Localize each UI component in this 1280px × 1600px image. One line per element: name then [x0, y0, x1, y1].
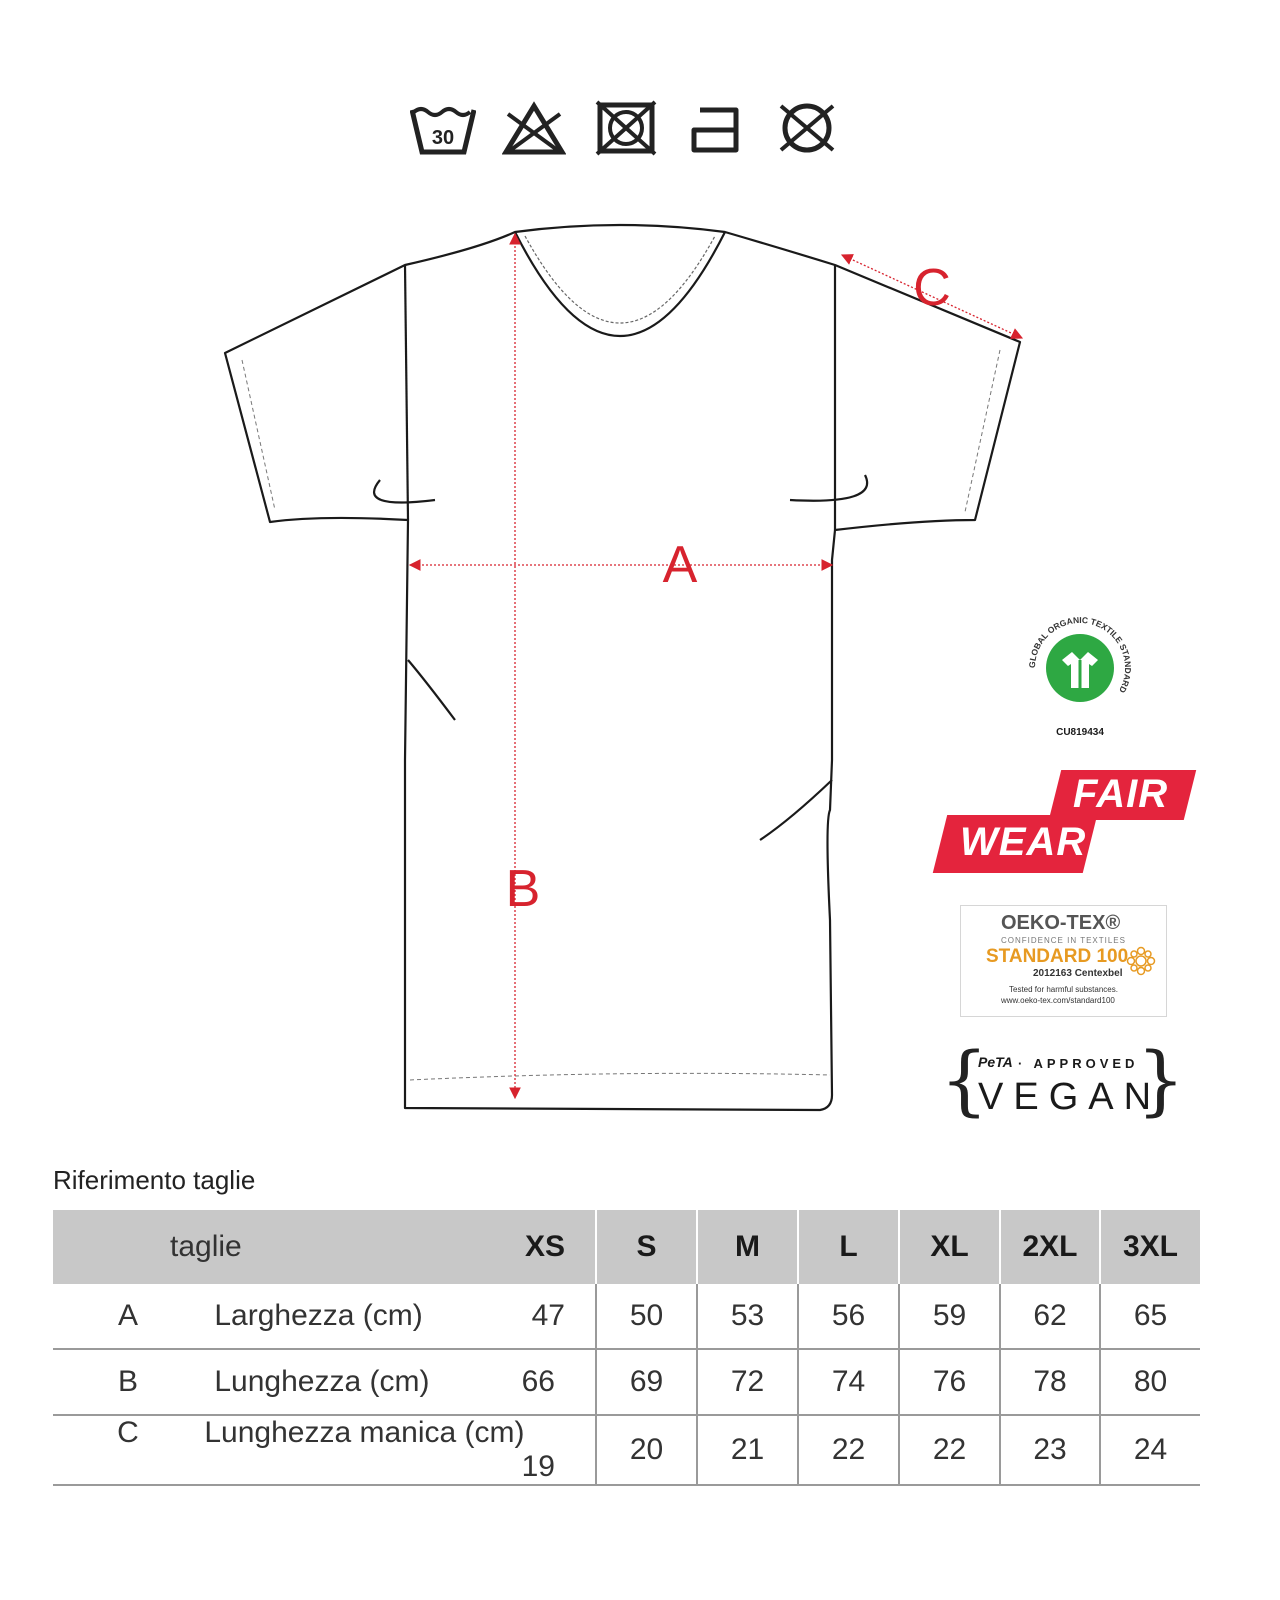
oekotex-title: OEKO-TEX®	[1001, 912, 1121, 934]
no-bleach-icon	[502, 100, 566, 156]
size-2xl-header: 2XL	[1000, 1210, 1100, 1284]
value-l: 56	[798, 1284, 899, 1349]
peta-vegan: VEGAN	[978, 1076, 1162, 1118]
value-xl: 76	[899, 1349, 1000, 1415]
value-xs: 19	[521, 1450, 555, 1483]
value-xs: 47	[531, 1299, 565, 1332]
label-c: C	[913, 259, 951, 317]
row-label: Larghezza (cm)	[214, 1299, 423, 1332]
peta-vegan-badge	[940, 1035, 1185, 1125]
value-m: 53	[697, 1284, 798, 1349]
size-m-header: M	[697, 1210, 798, 1284]
peta-brace-left: {	[940, 1035, 989, 1124]
size-s-header: S	[596, 1210, 697, 1284]
tshirt-diagram	[220, 220, 1050, 1140]
value-3xl: 24	[1100, 1415, 1200, 1485]
value-xs: 66	[521, 1365, 555, 1398]
size-table	[53, 1210, 1200, 1486]
table-row	[53, 1284, 1200, 1349]
row-label-cell	[53, 1349, 596, 1415]
value-s: 50	[596, 1284, 697, 1349]
row-label-cell	[53, 1415, 596, 1485]
gots-code: CU819434	[1056, 727, 1104, 738]
peta-brace-right: }	[1136, 1035, 1185, 1124]
value-3xl: 65	[1100, 1284, 1200, 1349]
size-header-row	[53, 1210, 1200, 1284]
row-key: B	[117, 1365, 138, 1398]
shirt-outline	[225, 225, 1020, 1110]
header-label-cell	[53, 1210, 596, 1284]
value-m: 72	[697, 1349, 798, 1415]
value-m: 21	[697, 1415, 798, 1485]
label-b: B	[505, 860, 541, 918]
peta-approved: · APPROVED	[1018, 1056, 1139, 1071]
gots-logo	[1015, 610, 1145, 728]
table-caption: Riferimento taglie	[53, 1165, 256, 1195]
value-2xl: 62	[1000, 1284, 1100, 1349]
size-l-header: L	[798, 1210, 899, 1284]
table-row	[53, 1349, 1200, 1415]
value-3xl: 80	[1100, 1349, 1200, 1415]
oekotex-badge	[960, 905, 1167, 1017]
oekotex-flower-icon	[1126, 946, 1156, 976]
oekotex-note: Tested for harmful substances.	[1009, 985, 1118, 994]
size-xl-header: XL	[899, 1210, 1000, 1284]
gots-badge	[1015, 610, 1145, 750]
size-3xl-header: 3XL	[1100, 1210, 1200, 1284]
care-symbols	[410, 100, 850, 170]
iron-icon	[690, 100, 744, 156]
table-row	[53, 1415, 1200, 1485]
oekotex-cert: 2012163 Centexbel	[1033, 968, 1123, 979]
fairwear-badge	[940, 770, 1190, 880]
value-l: 74	[798, 1349, 899, 1415]
label-a: A	[662, 536, 698, 594]
svg-text:30: 30	[431, 127, 455, 149]
value-s: 20	[596, 1415, 697, 1485]
no-tumble-dry-icon	[595, 100, 657, 156]
row-key: C	[117, 1416, 139, 1449]
value-xl: 22	[899, 1415, 1000, 1485]
value-l: 22	[798, 1415, 899, 1485]
peta-brand: PeTA	[978, 1054, 1013, 1070]
oekotex-subtitle: CONFIDENCE IN TEXTILES	[1001, 936, 1126, 945]
value-s: 69	[596, 1349, 697, 1415]
row-key: A	[117, 1299, 138, 1332]
value-xl: 59	[899, 1284, 1000, 1349]
size-xs-header: XS	[524, 1230, 565, 1263]
oekotex-standard: STANDARD 100	[986, 946, 1129, 967]
value-2xl: 78	[1000, 1349, 1100, 1415]
row-label: Lunghezza (cm)	[214, 1365, 430, 1398]
row-label-cell	[53, 1284, 596, 1349]
value-2xl: 23	[1000, 1415, 1100, 1485]
svg-text:GLOBAL ORGANIC TEXTILE STANDAR: GLOBAL ORGANIC TEXTILE STANDARD	[1026, 614, 1134, 695]
wash-30-icon	[410, 100, 476, 156]
row-label: Lunghezza manica (cm)	[204, 1416, 525, 1449]
fairwear-text-wear: WEAR	[960, 820, 1087, 864]
measure-arrows	[410, 234, 1022, 1098]
no-dry-clean-icon	[775, 100, 839, 156]
fairwear-text-fair: FAIR	[1073, 772, 1169, 816]
oekotex-url: www.oeko-tex.com/standard100	[1001, 996, 1115, 1005]
header-label: taglie	[170, 1230, 242, 1263]
